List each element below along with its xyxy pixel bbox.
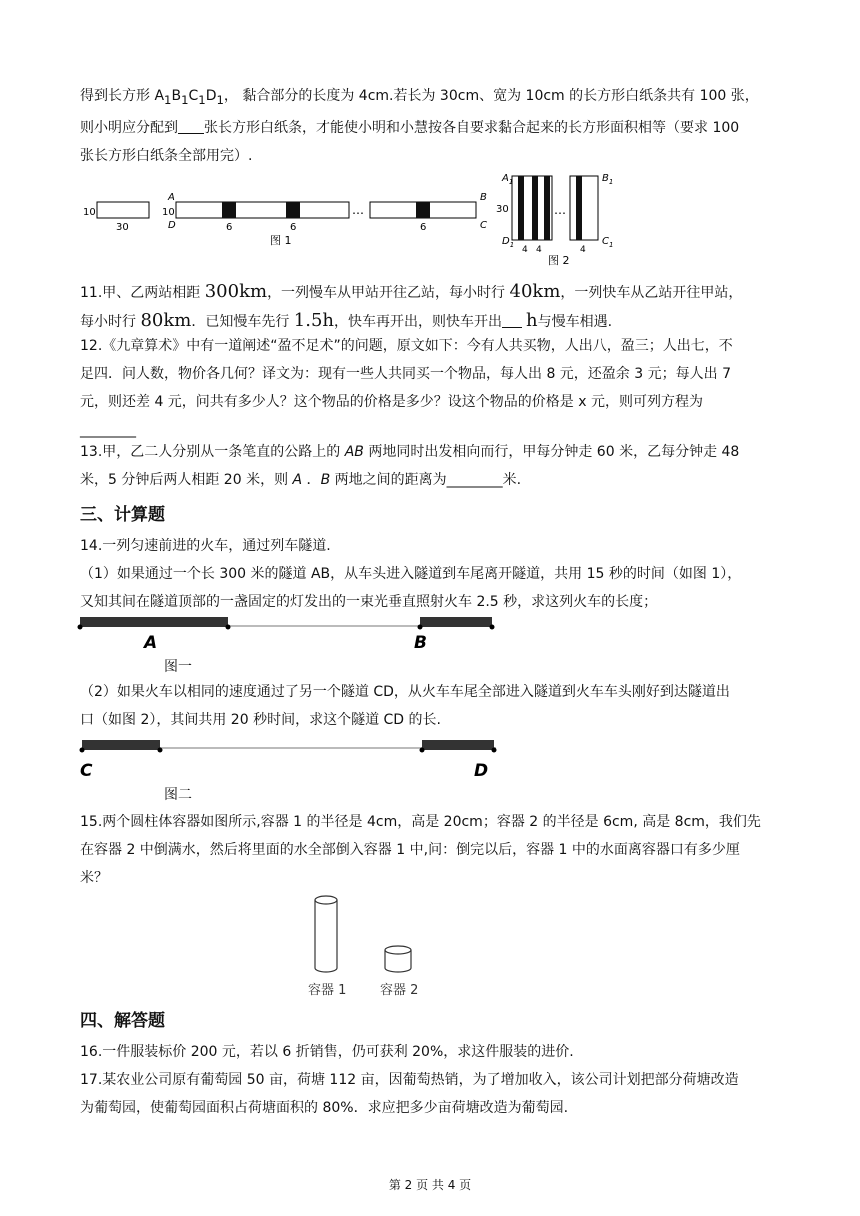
answer-blank[interactable] [502,311,522,328]
q10-line-2: 则小明应分配到 张长方形白纸条，才能使小明和小慧按各自要求黏合起来的长方形面积相等（要求 100 [80,114,782,142]
point-A [226,625,231,630]
track-block-left [80,617,228,627]
vertical-strip-right [570,176,598,240]
overlap-block [286,202,300,218]
point-B [418,625,423,630]
label-10b: 10 [162,207,175,218]
section-heading: 四、解答题 [80,1011,165,1031]
ellipsis: … [352,203,364,217]
question-14: 14.一列匀速前进的火车，通过列车隧道. （1）如果通过一个长 300 米的隧道 AB，从车头进入隧道到车尾离开隧道，共用 15 秒的时间（如图 1）， 又知其间在隧道顶部的一盏固定的灯发出的一束光垂直照射火车 2.5 秒，求这列火车的长度； [80,538,742,610]
overlap-block [416,202,430,218]
answer-blank[interactable] [178,117,204,134]
question-12: 12.《九章算术》中有一道阐述“盈不足术”的问题，原文如下：今有人共买物，人出八，盈三；人出七，不 足四．问人数，物价各几何？译文为：现有一些人共同买一个物品，每人出 8 元，还盈余 3 元；每人出 7 元，则还差 4 元，问共有多少人？这个物品的价格是多少？设这个物品的价格是 x 元，则可列方程为 ________ [80,332,782,444]
label-A: A [168,192,175,203]
label-4: 4 [536,245,542,255]
container-2-label: 容器 2 [380,983,419,998]
answer-blank[interactable]: ________ [446,472,503,488]
q10-line-3: 张长方形白纸条全部用完）. [80,147,253,164]
overlap-block [544,176,550,240]
label-6: 6 [420,222,427,233]
label-30: 30 [496,204,509,215]
point-C [80,748,85,753]
label-B: B [414,633,427,652]
question-11: 11.甲、乙两站相距 300km，一列慢车从甲站开往乙站，每小时行 40km，一列快车从乙站开往甲站， 每小时行 80km．已知慢车先行 1.5h，快车再开出，则快车开出 h与慢车相遇. [80,281,743,331]
tunnel-figure-1 [76,612,498,652]
single-strip [97,202,149,218]
label-C: C [480,220,487,231]
label-D: D [168,220,176,231]
label-C1: $C_1$ [602,236,614,249]
label-D: D [474,761,489,780]
page-footer: 第 2 页 共 4 页 [388,1178,472,1192]
point-D [492,748,497,753]
q10-figure-2 [492,170,632,266]
label-6: 6 [290,222,297,233]
label-30: 30 [116,222,129,233]
cylinder-2-top [385,946,411,954]
question-13: 13.甲，乙二人分别从一条笔直的公路上的 AB 两地同时出发相向而行，甲每分钟走 60 米，乙每分钟走 48 米，5 分钟后两人相距 20 米，则 A ．B 两地之间的距离为________米. [80,444,740,488]
track-block-right [420,617,492,627]
label-D1: $D_1$ [502,236,515,249]
label-4: 4 [580,245,586,255]
figure-caption: 图 2 [548,254,570,266]
q10-figure-1 [80,186,500,248]
cylinder-2-bottom [385,968,411,972]
figure-caption: 图 1 [270,234,292,247]
question-17: 17.某农业公司原有葡萄园 50 亩，荷塘 112 亩，因葡萄热销，为了增加收入，该公司计划把部分荷塘改造 为葡萄园，使葡萄园面积占荷塘面积的 80%．求应把多少亩荷塘改造为葡萄园. [80,1072,739,1116]
ellipsis: … [554,203,566,217]
label-A1: $A_1$ [502,173,514,186]
label-6: 6 [226,222,233,233]
question-14-part-2: （2）如果火车以相同的速度通过了另一个隧道 CD，从火车车尾全部进入隧道到火车车头刚好到达隧道出 口（如图 2），其间共用 20 秒时间，求这个隧道 CD 的长. [80,684,730,728]
overlap-block [576,176,582,240]
question-16: 16.一件服装标价 200 元，若以 6 折销售，仍可获利 20%，求这件服装的进价. [80,1044,574,1060]
question-10-text [80,82,782,170]
label-10: 10 [83,207,96,218]
cylinder-figure [296,888,436,1004]
label-4: 4 [522,245,528,255]
cylinder-1-bottom [315,968,337,972]
joined-strip-left [176,202,349,218]
cylinder-1-top [315,896,337,904]
overlap-block [222,202,236,218]
overlap-block [532,176,538,240]
section-heading: 三、计算题 [80,505,165,525]
tunnel-figure-2 [76,736,498,780]
figure-caption: 图二 [164,787,192,803]
label-A: A [144,633,158,652]
q10-line-1: 得到长方形 $A_1B_1C_1D_1$， 黏合部分的长度为 4cm.若长为 30cm、宽为 10cm 的长方形白纸条共有 100 张， [80,88,759,107]
label-B1: $B_1$ [602,173,614,186]
label-C: C [80,761,93,780]
overlap-block [518,176,524,240]
question-15: 15.两个圆柱体容器如图所示,容器 1 的半径是 4cm，高是 20cm；容器 2 的半径是 6cm, 高是 8cm，我们先 在容器 2 中倒满水，然后将里面的水全部倒入容器 1 中,问：倒完以后，容器 1 中的水面离容器口有多少厘 米？ [80,814,761,886]
label-B: B [480,192,487,203]
figure-caption: 图一 [164,659,192,675]
answer-blank[interactable]: ________ [80,422,136,438]
container-1-label: 容器 1 [308,983,347,998]
track-block-right [422,740,494,750]
track-block-left [82,740,160,750]
